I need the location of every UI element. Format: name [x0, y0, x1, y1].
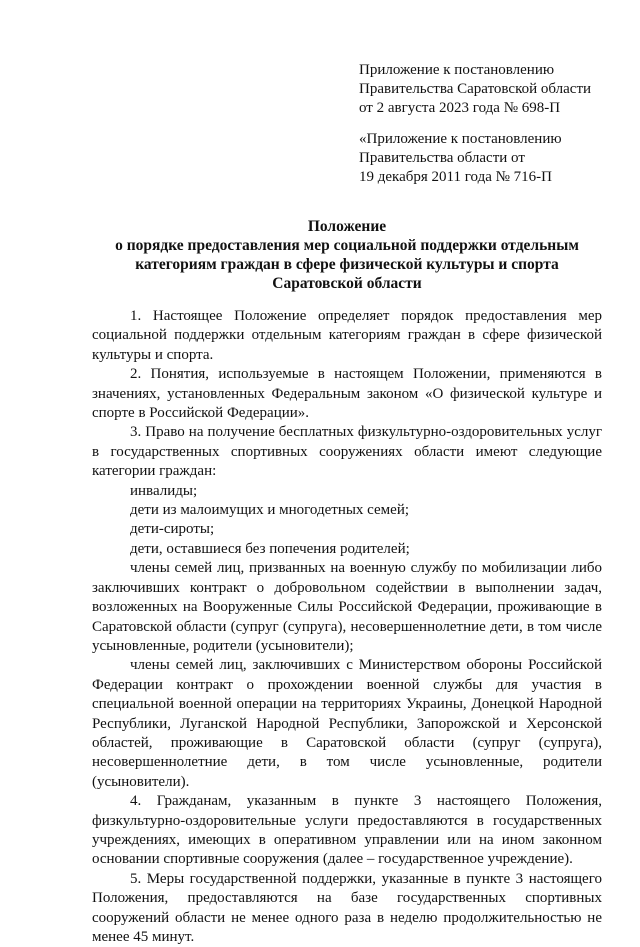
paragraph-4: 4. Гражданам, указанным в пункте 3 настоящего Положения, физкультурно-оздоровительные услуги предоставляются в государственных учреждениях, имеющих в оперативном управлении или на ином законном основании спортивные сооружения (далее – государственное учреждение). — [92, 793, 602, 868]
document-title — [92, 217, 602, 293]
appendix-line: Приложение к постановлению — [359, 62, 555, 78]
paragraph-3: 3. Право на получение бесплатных физкультурно-оздоровительных услуг в государственных спортивных сооружениях области имеют следующие категории граждан: — [92, 424, 602, 480]
paragraph-1: 1. Настоящее Положение определяет порядок предоставления мер социальной поддержки отдельным категориям граждан в сфере физической культуры и спорта. — [92, 308, 602, 363]
appendix-line: Правительства Саратовской области — [359, 81, 592, 97]
appendix-line: 19 декабря 2011 года № 716-П — [359, 169, 553, 185]
title-line: Саратовской области — [272, 275, 422, 292]
paragraph-5: 5. Меры государственной поддержки, указанные в пункте 3 настоящего Положения, предоставляются на базе государственных спортивных сооружений области не менее одного раза в неделю продолжительностью не менее 45 минут. — [92, 870, 602, 945]
title-line: Положение — [307, 218, 387, 235]
appendix-line: Правительства области от — [359, 150, 525, 166]
appendix-current-note — [359, 61, 629, 118]
appendix-original-note — [359, 130, 629, 187]
category-item: дети-сироты; — [130, 521, 215, 538]
category-item: дети, оставшиеся без попечения родителей; — [130, 540, 410, 557]
appendix-line: «Приложение к постановлению — [359, 131, 562, 147]
category-item: дети из малоимущих и многодетных семей; — [130, 502, 410, 519]
appendix-line: от 2 августа 2023 года № 698-П — [359, 100, 561, 116]
title-line: о порядке предоставления мер социальной поддержки отдельным — [115, 237, 579, 254]
title-line: категориям граждан в сфере физической культуры и спорта — [135, 256, 559, 273]
category-item: члены семей лиц, заключивших с Министерством обороны Российской Федерации контракт о прохождении военной службы для участия в специальной военной операции на территориях Украины, Донецкой Народной Республики, Луганской Народной Республики, Запорожской и Херсонской областей, проживающие в Саратовской области (супруг (супруга), несовершеннолетние дети, в том числе усыновленные, родители (усыновители). — [92, 657, 602, 790]
category-item: инвалиды; — [130, 482, 198, 499]
category-item: члены семей лиц, призванных на военную службу по мобилизации либо заключивших контракт о добровольном содействии в выполнении задач, возложенных на Вооруженные Силы Российской Федерации, проживающие в Саратовской области (супруг (супруга), несовершеннолетние дети, в том числе усыновленные, родители (усыновители); — [92, 560, 602, 654]
paragraph-2: 2. Понятия, используемые в настоящем Положении, применяются в значениях, установленных Федеральным законом «О физической культуре и спорте в Российской Федерации». — [92, 366, 602, 422]
document-body — [92, 307, 602, 947]
